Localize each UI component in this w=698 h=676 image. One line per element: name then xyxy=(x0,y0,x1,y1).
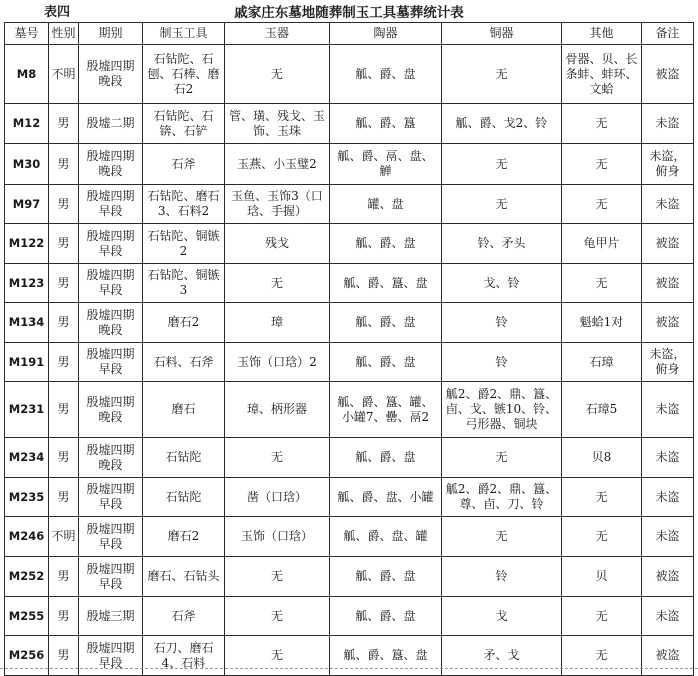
header-bronze: 铜器 xyxy=(442,23,562,45)
cell-jade-objects: 玉饰（口琀）2 xyxy=(225,343,330,382)
cell-tomb-number: M97 xyxy=(5,185,49,224)
cell-jade-objects: 玉饰（口琀） xyxy=(225,517,330,557)
header-row xyxy=(5,23,694,45)
cell-tomb-number: M231 xyxy=(5,382,49,438)
header-jade-objects: 玉器 xyxy=(225,23,330,45)
tomb-statistics-table xyxy=(4,22,694,676)
cell-jade-objects: 无 xyxy=(225,45,330,104)
cell-bronze: 无 xyxy=(442,144,562,185)
table-row xyxy=(5,185,694,224)
header-pottery: 陶器 xyxy=(330,23,442,45)
table-row xyxy=(5,224,694,264)
cell-jade-objects: 残戈 xyxy=(225,224,330,264)
cell-pottery: 觚、爵、鬲、盘、觯 xyxy=(330,144,442,185)
cell-remarks: 未盗，俯身 xyxy=(642,343,694,382)
cell-tomb-number: M191 xyxy=(5,343,49,382)
cell-period: 殷墟四期早段 xyxy=(79,343,143,382)
table-row xyxy=(5,438,694,478)
cell-remarks: 未盗 xyxy=(642,478,694,517)
header-other: 其他 xyxy=(562,23,642,45)
cell-period: 殷墟三期 xyxy=(79,597,143,636)
cell-jade-objects: 无 xyxy=(225,597,330,636)
cell-pottery: 罐、盘 xyxy=(330,185,442,224)
cell-remarks: 未盗 xyxy=(642,438,694,478)
table-row xyxy=(5,343,694,382)
table-row xyxy=(5,597,694,636)
cell-tomb-number: M246 xyxy=(5,517,49,557)
cell-remarks: 未盗 xyxy=(642,104,694,144)
cell-pottery: 觚、爵、盘 xyxy=(330,597,442,636)
cell-other: 无 xyxy=(562,636,642,676)
cell-remarks: 未盗 xyxy=(642,185,694,224)
cell-other: 石璋5 xyxy=(562,382,642,438)
cell-jade-tools: 石钻陀、铜镞3 xyxy=(143,264,225,303)
cell-pottery: 觚、爵、盘、小罐 xyxy=(330,478,442,517)
cell-pottery: 觚、爵、簋、罐、小罐7、罍、鬲2 xyxy=(330,382,442,438)
cell-jade-tools: 石钻陀、磨石3、石料2 xyxy=(143,185,225,224)
cell-other: 无 xyxy=(562,185,642,224)
cell-tomb-number: M30 xyxy=(5,144,49,185)
cell-period: 殷墟四期晚段 xyxy=(79,303,143,343)
cell-period: 殷墟四期晚段 xyxy=(79,438,143,478)
cell-period: 殷墟四期晚段 xyxy=(79,144,143,185)
cell-sex: 男 xyxy=(49,636,79,676)
cell-period: 殷墟四期早段 xyxy=(79,557,143,597)
cell-jade-objects: 玉鱼、玉饰3（口琀、手握） xyxy=(225,185,330,224)
cell-tomb-number: M255 xyxy=(5,597,49,636)
table-body xyxy=(5,45,694,676)
cell-sex: 男 xyxy=(49,382,79,438)
cell-jade-objects: 无 xyxy=(225,636,330,676)
cell-sex: 男 xyxy=(49,478,79,517)
cell-jade-tools: 石钻陀、石锛、石铲 xyxy=(143,104,225,144)
cell-sex: 男 xyxy=(49,264,79,303)
cell-bronze: 觚、爵、戈2、铃 xyxy=(442,104,562,144)
cell-pottery: 觚、爵、盘 xyxy=(330,343,442,382)
cell-sex: 不明 xyxy=(49,517,79,557)
cell-sex: 男 xyxy=(49,185,79,224)
table-row xyxy=(5,45,694,104)
cell-jade-objects: 璋 xyxy=(225,303,330,343)
table-caption xyxy=(0,0,698,22)
cell-bronze: 铃 xyxy=(442,343,562,382)
cell-jade-tools: 石钻陀 xyxy=(143,478,225,517)
cell-other: 无 xyxy=(562,144,642,185)
cell-sex: 不明 xyxy=(49,45,79,104)
cell-bronze: 无 xyxy=(442,185,562,224)
cell-pottery: 觚、爵、盘 xyxy=(330,303,442,343)
cell-pottery: 觚、爵、盘、罐 xyxy=(330,517,442,557)
cell-tomb-number: M123 xyxy=(5,264,49,303)
cell-period: 殷墟四期早段 xyxy=(79,517,143,557)
header-remarks: 备注 xyxy=(642,23,694,45)
table-title: 戚家庄东墓地随葬制玉工具墓葬统计表 xyxy=(234,5,464,21)
cell-period: 殷墟四期早段 xyxy=(79,478,143,517)
cell-period: 殷墟四期晚段 xyxy=(79,45,143,104)
cell-sex: 男 xyxy=(49,144,79,185)
cell-bronze: 无 xyxy=(442,45,562,104)
cell-remarks: 被盗 xyxy=(642,303,694,343)
cell-bronze: 矛、戈 xyxy=(442,636,562,676)
cell-other: 无 xyxy=(562,104,642,144)
cell-jade-tools: 石斧 xyxy=(143,597,225,636)
cell-tomb-number: M234 xyxy=(5,438,49,478)
cell-sex: 男 xyxy=(49,438,79,478)
cell-jade-objects: 无 xyxy=(225,557,330,597)
cell-bronze: 戈 xyxy=(442,597,562,636)
cell-jade-objects: 无 xyxy=(225,264,330,303)
cell-other: 无 xyxy=(562,478,642,517)
table-row xyxy=(5,517,694,557)
table-row xyxy=(5,264,694,303)
cell-period: 殷墟四期早段 xyxy=(79,185,143,224)
cell-jade-tools: 磨石2 xyxy=(143,303,225,343)
cell-remarks: 未盗，俯身 xyxy=(642,144,694,185)
header-tomb-number: 墓号 xyxy=(5,23,49,45)
cell-other: 无 xyxy=(562,264,642,303)
cell-remarks: 被盗 xyxy=(642,45,694,104)
cell-other: 贝8 xyxy=(562,438,642,478)
cell-jade-tools: 石钻陀 xyxy=(143,438,225,478)
cell-tomb-number: M134 xyxy=(5,303,49,343)
cell-jade-tools: 石钻陀、石刨、石棒、磨石2 xyxy=(143,45,225,104)
header-period: 期别 xyxy=(79,23,143,45)
cell-period: 殷墟四期早段 xyxy=(79,636,143,676)
cell-bronze: 铃 xyxy=(442,557,562,597)
cell-jade-objects: 璋、柄形器 xyxy=(225,382,330,438)
cell-pottery: 觚、爵、盘 xyxy=(330,45,442,104)
cell-sex: 男 xyxy=(49,224,79,264)
cell-other: 无 xyxy=(562,597,642,636)
cell-jade-tools: 磨石2 xyxy=(143,517,225,557)
cell-bronze: 戈、铃 xyxy=(442,264,562,303)
cell-pottery: 觚、爵、簋 xyxy=(330,104,442,144)
cell-pottery: 觚、爵、盘 xyxy=(330,557,442,597)
table-row xyxy=(5,478,694,517)
cell-sex: 男 xyxy=(49,303,79,343)
cell-jade-objects: 无 xyxy=(225,438,330,478)
cell-sex: 男 xyxy=(49,597,79,636)
cell-jade-tools: 磨石 xyxy=(143,382,225,438)
cell-other: 无 xyxy=(562,517,642,557)
cell-tomb-number: M235 xyxy=(5,478,49,517)
cell-period: 殷墟四期早段 xyxy=(79,224,143,264)
table-number-label: 表四 xyxy=(44,5,71,20)
cell-other: 石璋 xyxy=(562,343,642,382)
cell-jade-tools: 石刀、磨石4、石料 xyxy=(143,636,225,676)
cell-remarks: 未盗 xyxy=(642,382,694,438)
cell-sex: 男 xyxy=(49,104,79,144)
cell-bronze: 无 xyxy=(442,438,562,478)
cell-jade-objects: 玉燕、小玉璧2 xyxy=(225,144,330,185)
cell-jade-tools: 石料、石斧 xyxy=(143,343,225,382)
cell-bronze: 无 xyxy=(442,517,562,557)
cell-jade-objects: 凿（口琀） xyxy=(225,478,330,517)
cell-remarks: 被盗 xyxy=(642,636,694,676)
cell-tomb-number: M122 xyxy=(5,224,49,264)
cell-pottery: 觚、爵、簋、盘 xyxy=(330,264,442,303)
cell-pottery: 觚、爵、盘 xyxy=(330,438,442,478)
cell-remarks: 被盗 xyxy=(642,264,694,303)
table-row xyxy=(5,557,694,597)
cell-period: 殷墟二期 xyxy=(79,104,143,144)
cell-tomb-number: M8 xyxy=(5,45,49,104)
cell-bronze: 铃、矛头 xyxy=(442,224,562,264)
table-row xyxy=(5,104,694,144)
cell-jade-tools: 磨石、石钻头 xyxy=(143,557,225,597)
table-row xyxy=(5,382,694,438)
cell-remarks: 被盗 xyxy=(642,224,694,264)
cell-tomb-number: M252 xyxy=(5,557,49,597)
cell-remarks: 被盗 xyxy=(642,557,694,597)
cell-jade-tools: 石斧 xyxy=(143,144,225,185)
cell-jade-tools: 石钻陀、铜镞2 xyxy=(143,224,225,264)
table-header xyxy=(5,23,694,45)
cell-bronze: 觚2、爵2、鼎、簋、卣、戈、镞10、铃、弓形器、铜块 xyxy=(442,382,562,438)
cell-bronze: 铃 xyxy=(442,303,562,343)
cell-bronze: 觚2、爵2、鼎、簋、尊、卣、刀、铃 xyxy=(442,478,562,517)
table-row xyxy=(5,303,694,343)
cell-other: 龟甲片 xyxy=(562,224,642,264)
page-divider xyxy=(0,668,698,670)
cell-remarks: 未盗 xyxy=(642,597,694,636)
cell-other: 魁蛤1对 xyxy=(562,303,642,343)
cell-tomb-number: M12 xyxy=(5,104,49,144)
table-row xyxy=(5,144,694,185)
cell-pottery: 觚、爵、盘 xyxy=(330,224,442,264)
cell-jade-objects: 管、璜、残戈、玉饰、玉珠 xyxy=(225,104,330,144)
cell-tomb-number: M256 xyxy=(5,636,49,676)
cell-pottery: 觚、爵、簋、盘 xyxy=(330,636,442,676)
cell-other: 骨器、贝、长条蚌、蚌环、文蛤 xyxy=(562,45,642,104)
header-jade-tools: 制玉工具 xyxy=(143,23,225,45)
cell-period: 殷墟四期晚段 xyxy=(79,382,143,438)
cell-sex: 男 xyxy=(49,343,79,382)
cell-remarks: 未盗 xyxy=(642,517,694,557)
cell-other: 贝 xyxy=(562,557,642,597)
header-sex: 性别 xyxy=(49,23,79,45)
cell-sex: 男 xyxy=(49,557,79,597)
cell-period: 殷墟四期早段 xyxy=(79,264,143,303)
